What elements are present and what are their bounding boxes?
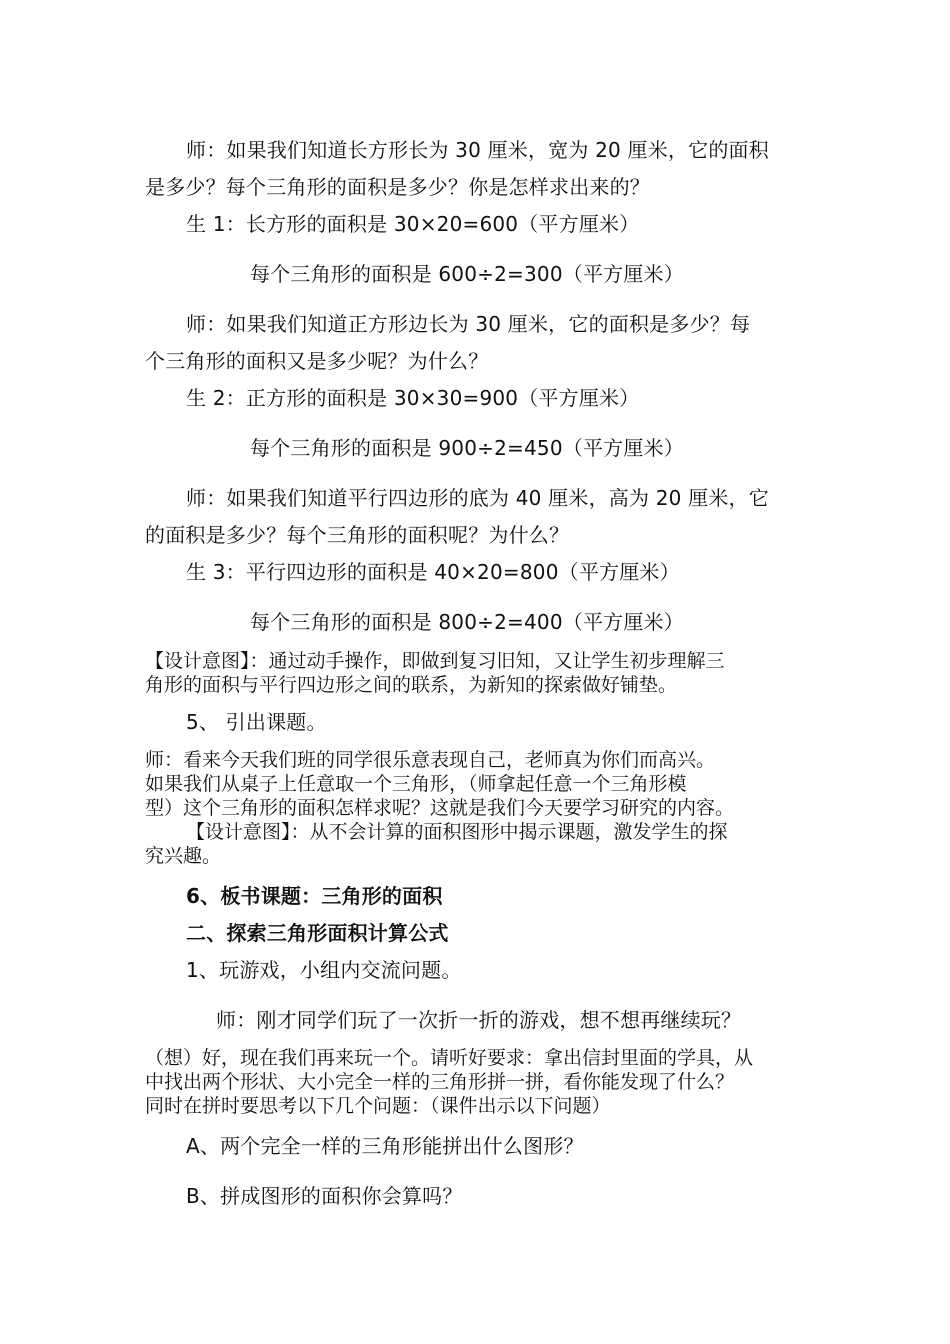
teacher-question-square-line2: 个三角形的面积又是多少呢？为什么？ xyxy=(145,349,489,373)
game-instructions-line2: 中找出两个形状、大小完全一样的三角形拼一拼，看你能发现了什么？ xyxy=(145,1071,735,1093)
teacher-question-rectangle-line1: 师：如果我们知道长方形长为 30 厘米，宽为 20 厘米，它的面积 xyxy=(186,138,769,162)
student2-answer-square: 生 2：正方形的面积是 30×30=900（平方厘米） xyxy=(186,386,640,410)
design-intent-1-line2: 角形的面积与平行四边形之间的联系，为新知的探索做好铺垫。 xyxy=(145,674,678,696)
question-b: B、拼成图形的面积你会算吗？ xyxy=(186,1184,463,1208)
teacher-intro-line1: 师：看来今天我们班的同学很乐意表现自己，老师真为你们而高兴。 xyxy=(145,749,716,771)
design-intent-2-line2: 究兴趣。 xyxy=(145,845,222,867)
game-instructions-line3: 同时在拼时要思考以下几个问题：（课件出示以下问题） xyxy=(145,1095,611,1117)
teacher-intro-line2: 如果我们从桌子上任意取一个三角形，（师拿起任意一个三角形模 xyxy=(145,773,687,795)
student1-answer-triangle: 每个三角形的面积是 600÷2=300（平方厘米） xyxy=(250,262,684,286)
teacher-question-parallelogram-line2: 的面积是多少？每个三角形的面积呢？为什么？ xyxy=(145,523,570,547)
part-2-heading: 二、探索三角形面积计算公式 xyxy=(186,921,449,945)
teacher-intro-line3: 型）这个三角形的面积怎样求呢？这就是我们今天要学习研究的内容。 xyxy=(145,797,735,819)
design-intent-2-line1: 【设计意图】：从不会计算的面积图形中揭示课题，激发学生的探 xyxy=(186,821,728,843)
section-6-heading: 6、板书课题：三角形的面积 xyxy=(186,884,443,908)
game-instructions-line1: （想）好，现在我们再来玩一个。请听好要求：拿出信封里面的学具，从 xyxy=(145,1047,754,1069)
step-1-heading: 1、玩游戏，小组内交流问题。 xyxy=(186,958,462,982)
design-intent-1-line1: 【设计意图】：通过动手操作，即做到复习旧知，又让学生初步理解三 xyxy=(145,650,725,672)
teacher-question-rectangle-line2: 是多少？每个三角形的面积是多少？你是怎样求出来的？ xyxy=(145,175,650,199)
student2-answer-triangle: 每个三角形的面积是 900÷2=450（平方厘米） xyxy=(250,436,684,460)
student3-answer-triangle: 每个三角形的面积是 800÷2=400（平方厘米） xyxy=(250,610,684,634)
student3-answer-parallelogram: 生 3：平行四边形的面积是 40×20=800（平方厘米） xyxy=(186,560,680,584)
teacher-game-prompt: 师：刚才同学们玩了一次折一折的游戏，想不想再继续玩？ xyxy=(216,1008,742,1032)
teacher-question-parallelogram-line1: 师：如果我们知道平行四边形的底为 40 厘米，高为 20 厘米，它 xyxy=(186,486,769,510)
student1-answer-rectangle: 生 1：长方形的面积是 30×20=600（平方厘米） xyxy=(186,212,640,236)
question-a: A、两个完全一样的三角形能拼出什么图形？ xyxy=(186,1134,584,1158)
teacher-question-square-line1: 师：如果我们知道正方形边长为 30 厘米，它的面积是多少？每 xyxy=(186,312,751,336)
section-5-heading: 5、 引出课题。 xyxy=(186,710,327,734)
